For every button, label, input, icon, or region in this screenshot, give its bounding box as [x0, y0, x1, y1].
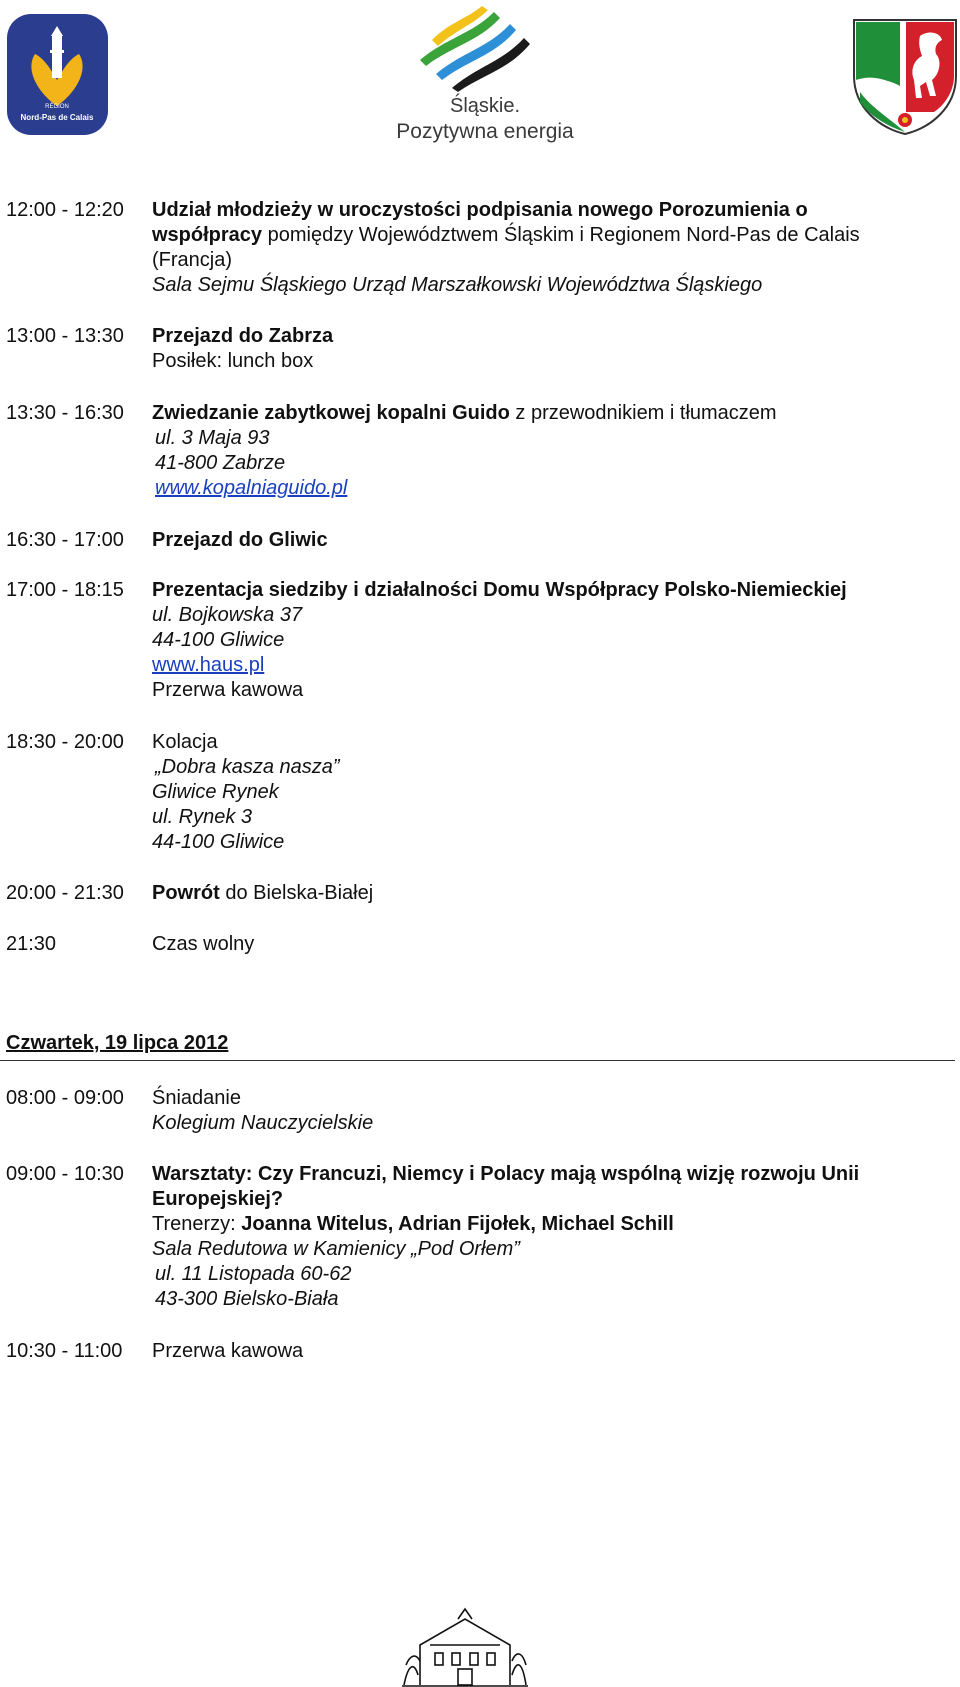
entry-title: Śniadanie	[152, 1087, 241, 1109]
building-sketch-logo	[400, 1605, 530, 1687]
entry-text: z przewodnikiem i tłumaczem	[509, 402, 777, 424]
entry-title: Udział młodzieży w uroczystości podpisania nowego Porozumienia o	[152, 199, 808, 221]
entry-text: do Bielska-Białej	[219, 882, 374, 904]
entry-address: 44-100 Gliwice	[152, 629, 285, 651]
entry-time: 16:30 - 17:00	[6, 529, 124, 551]
entry-time: 08:00 - 09:00	[6, 1087, 124, 1109]
entry-text: pomiędzy Województwem Śląskim i Regionem Nord-Pas de Calais	[262, 224, 860, 246]
entry-address: 43-300 Bielsko-Biała	[155, 1288, 339, 1310]
entry-title: Warsztaty: Czy Francuzi, Niemcy i Polacy mają wspólną wizję rozwoju Unii	[152, 1163, 860, 1185]
slaskie-tagline: Pozytywna energia	[396, 120, 574, 143]
entry-time: 13:30 - 16:30	[6, 402, 124, 424]
entry-title: Powrót	[152, 882, 220, 904]
entry-title: Prezentacja siedziby i działalności Domu Współpracy Polsko-Niemieckiej	[152, 579, 847, 601]
entry-venue: Kolegium Nauczycielskie	[152, 1112, 374, 1134]
slaskie-title: Śląskie.	[449, 95, 521, 117]
entry-description	[152, 578, 942, 703]
svg-text:RÉGION: RÉGION	[45, 104, 69, 110]
entry-address: 44-100 Gliwice	[152, 831, 285, 853]
entry-title-cont: współpracy	[152, 224, 263, 246]
entry-description	[152, 1339, 942, 1364]
entry-title-cont: Europejskiej?	[152, 1188, 284, 1210]
entry-title: Przejazd do Zabrza	[152, 325, 334, 347]
haus-link[interactable]: www.haus.pl	[152, 654, 265, 676]
svg-text:Nord-Pas de Calais: Nord-Pas de Calais	[20, 113, 94, 122]
entry-time: 21:30	[6, 933, 57, 955]
slaskie-logo	[390, 0, 580, 150]
entry-description	[152, 932, 942, 957]
entry-address: ul. 3 Maja 93	[155, 427, 270, 449]
entry-description	[152, 1162, 942, 1312]
entry-time: 12:00 - 12:20	[6, 199, 124, 221]
nrw-coat-of-arms-icon	[850, 16, 960, 136]
entry-description	[152, 528, 942, 553]
entry-title: Czas wolny	[152, 933, 255, 955]
entry-address: 41-800 Zabrze	[155, 452, 286, 474]
entry-text: (Francja)	[152, 249, 233, 271]
entry-address: ul. Bojkowska 37	[152, 604, 303, 626]
day-divider	[0, 1060, 955, 1061]
entry-time: 13:00 - 13:30	[6, 325, 124, 347]
entry-description	[152, 1086, 942, 1136]
entry-title: Przerwa kawowa	[152, 1340, 304, 1362]
region-nord-pas-de-calais-logo	[7, 14, 108, 135]
entry-description	[152, 198, 942, 298]
entry-description	[152, 324, 942, 374]
entry-title: Zwiedzanie zabytkowej kopalni Guido	[152, 402, 510, 424]
entry-description	[152, 730, 942, 855]
trainers-names: Joanna Witelus, Adrian Fijołek, Michael Schill	[241, 1213, 674, 1235]
entry-time: 09:00 - 10:30	[6, 1163, 124, 1185]
entry-text: Przerwa kawowa	[152, 679, 304, 701]
entry-time: 18:30 - 20:00	[6, 731, 124, 753]
entry-time: 10:30 - 11:00	[6, 1340, 123, 1362]
entry-time: 20:00 - 21:30	[6, 882, 124, 904]
kopalniaguido-link[interactable]: www.kopalniaguido.pl	[155, 477, 348, 499]
entry-title: Przejazd do Gliwic	[152, 529, 328, 551]
entry-address: Gliwice Rynek	[152, 781, 279, 803]
entry-description	[152, 881, 942, 906]
entry-venue: Sala Sejmu Śląskiego Urząd Marszałkowski Województwa Śląskiego	[152, 274, 763, 296]
entry-title: Kolacja	[152, 731, 218, 753]
header-logos	[0, 0, 960, 160]
trainers-label: Trenerzy:	[152, 1213, 242, 1235]
entry-venue: „Dobra kasza nasza”	[155, 756, 340, 778]
slaskie-waves-icon	[390, 0, 580, 92]
entry-description	[152, 401, 942, 501]
entry-text: Posiłek: lunch box	[152, 350, 314, 372]
entry-time: 17:00 - 18:15	[6, 579, 124, 601]
day-heading: Czwartek, 19 lipca 2012	[6, 1032, 229, 1054]
entry-venue: Sala Redutowa w Kamienicy „Pod Orłem”	[152, 1238, 520, 1260]
entry-address: ul. 11 Listopada 60-62	[155, 1263, 352, 1285]
entry-address: ul. Rynek 3	[152, 806, 253, 828]
